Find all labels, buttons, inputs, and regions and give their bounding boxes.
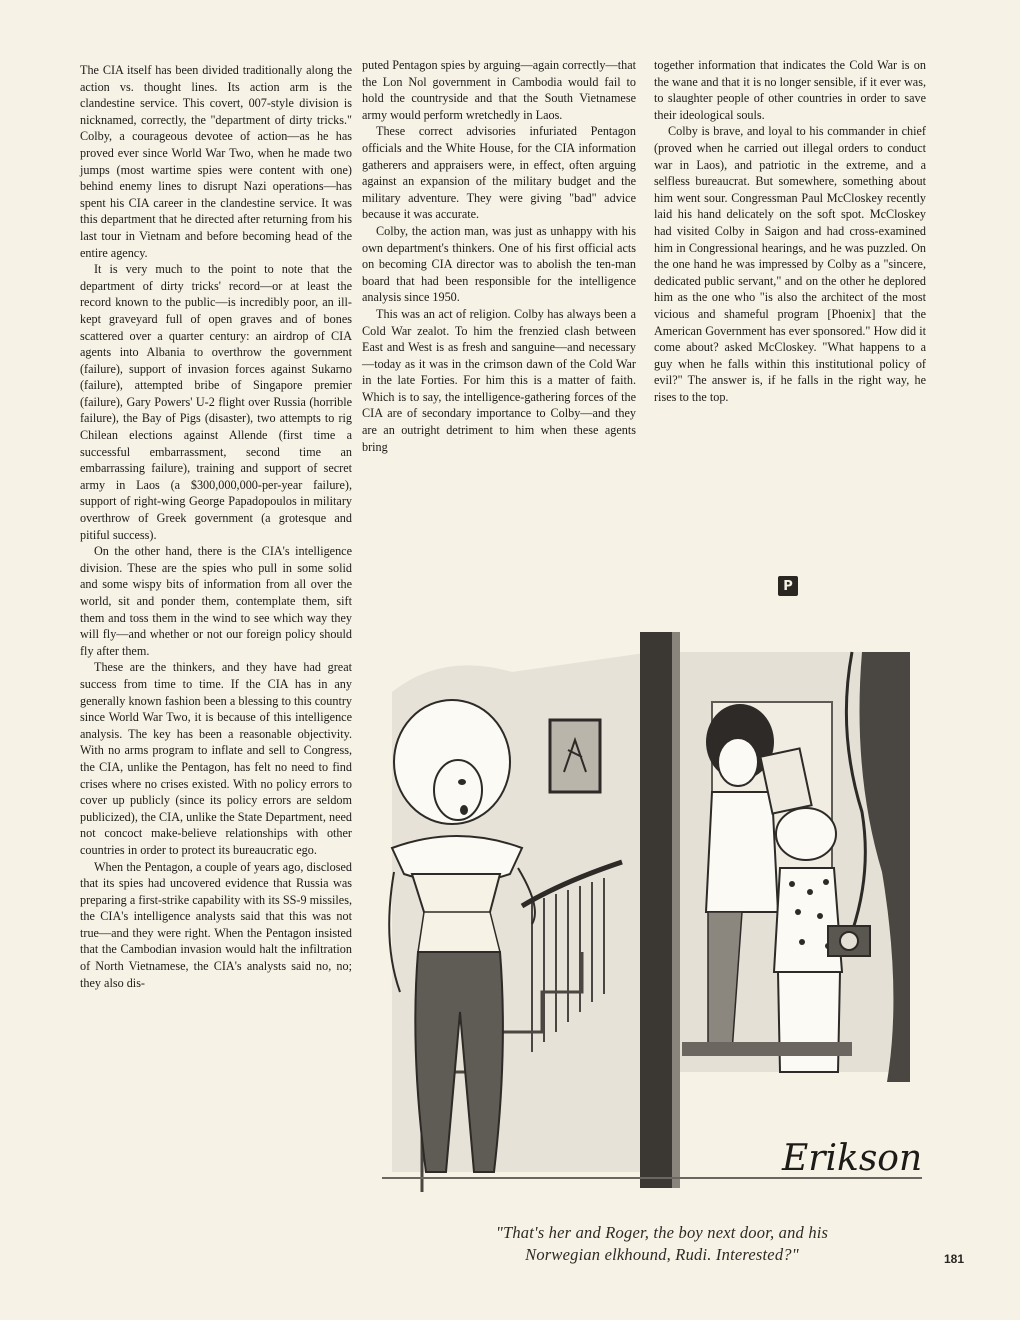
article-column-3 [654, 57, 926, 405]
paragraph: It is very much to the point to note that the department of dirty tricks' record—or at least the record known to the public—is incredibly poor, an ill-kept graveyard full of open graves and of bones scattered over a quarter century: an airdrop of CIA agents into Albania to overthrow the government (failure), support of invasion forces against Sukarno (failure), attempted bribe of Singapore premier (failure), Gary Powers' U-2 flight over Russia (horrible failure), the Bay of Pigs (disaster), two attempts to rig Chilean elections against Allende (first time a successful embarrassment, second time an embarrassing failure), training and support of secret army in Laos (a $300,000,000-per-year failure), support of right-wing George Papadopoulos in military overthrow of Greek government (a grotesque and pitiful success). [80, 262, 352, 542]
paragraph: These correct advisories infuriated Pentagon officials and the White House, for the CIA information gatherers and appraisers were, in effect, often arguing against an expansion of the military budget and the military adventure. They were giving "bad" advice because it was accurate. [362, 124, 636, 222]
cartoon-illustration [382, 612, 922, 1200]
end-of-article-mark-icon: P [778, 576, 798, 596]
article-column-1 [80, 62, 352, 991]
paragraph: On the other hand, there is the CIA's intelligence division. These are the spies who pull in some solid and some wispy bits of information from all over the world, sit and ponder them, contemplate them, sift them and toss them in the wind to see which way they will fly—and whether or not our foreign policy should fly after them. [80, 544, 352, 658]
paragraph: Colby is brave, and loyal to his commander in chief (proved when he carried out illegal orders to conduct war in Laos), and patriotic in the extreme, and a selfless bureaucrat. But somewhere, something about him went sour. Congressman Paul McCloskey recently laid his hand delicately on the soft spot. McCloskey had visited Colby in Saigon and had cross-examined him in Congressional hearings, and he was puzzled. On the one hand he was impressed by Colby as a "sincere, dedicated public servant," and on the other he deplored him as the one who "is also the architect of the most vicious and shameful program [Phoenix] that the American Government has ever sponsored." How did it come about? asked McCloskey. "What happens to a guy when he falls within this institutional policy of evil?" The answer is, if he falls in the right way, he rises to the top. [654, 124, 926, 404]
caption-line: "That's her and Roger, the boy next door, and his [495, 1223, 829, 1242]
artist-signature: Erikson [782, 1138, 922, 1179]
paragraph: When the Pentagon, a couple of years ago, disclosed that its spies had uncovered evidence that Russia was preparing a first-strike capability with its SS-9 missiles, the CIA's intelligence analysts said that this was not true—and they were right. When the Pentagon insisted that the Cambodian invasion would halt the infiltration of North Vietnamese, the CIA's analysts said no, no; they also dis- [80, 859, 352, 990]
page-number: 181 [944, 1252, 965, 1266]
article-column-2 [362, 57, 636, 455]
paragraph: The CIA itself has been divided traditionally along the action vs. thought lines. Its action arm is the clandestine service. This covert, 007-style division is nicknamed, correctly, the "department of dirty tricks." Colby, a courageous devotee of action—as he has proved ever since World War Two, when he made two jumps (most wartime spies were content with one) behind enemy lines to disrupt Nazi operations—has spent his CIA career in the clandestine service. It was this department that he directed after returning from his last tour in Vietnam and before becoming head of the entire agency. [80, 63, 352, 260]
caption-line: Norwegian elkhound, Rudi. Interested?" [525, 1245, 799, 1264]
paragraph: puted Pentagon spies by arguing—again correctly—that the Lon Nol government in Cambodia would fail to hold the countryside and that the South Vietnamese army would perform wretchedly in Laos. [362, 58, 636, 122]
paragraph: together information that indicates the Cold War is on the wane and that it is no longer sensible, if it ever was, to slaughter people of other countries in order to save their ideological souls. [654, 58, 926, 122]
paragraph: These are the thinkers, and they have had great success from time to time. If the CIA has in any generally known fashion been a blessing to this country since World War Two, it is because of this intelligence analysis. The key has been a reasonable objectivity. With no arms program to inflate and sell to Congress, the CIA, unlike the Pentagon, has felt no need to find crises where no crises existed. With no policy errors to cover up publicly (since its policy errors are seldom publicized), the CIA, unlike the State Department, need not concoct make-believe relationships with other countries in order to protect its bureaucratic ego. [80, 660, 352, 857]
cartoon-caption [382, 1222, 942, 1266]
paragraph: Colby, the action man, was just as unhappy with his own department's thinkers. One of his first official acts on becoming CIA director was to abolish the ten-man board that had been responsible for the intelligence analysis since 1950. [362, 223, 636, 305]
paragraph: This was an act of religion. Colby has always been a Cold War zealot. To him the frenzied clash between East and West is as fresh and sanguine—and necessary—today as it was in the crimson dawn of the Cold War in the late Forties. For him this is a matter of faith. Which is to say, the intelligence-gathering forces of the CIA are of secondary importance to Colby—and they are an outright detriment to him when these agents bring [362, 306, 636, 454]
